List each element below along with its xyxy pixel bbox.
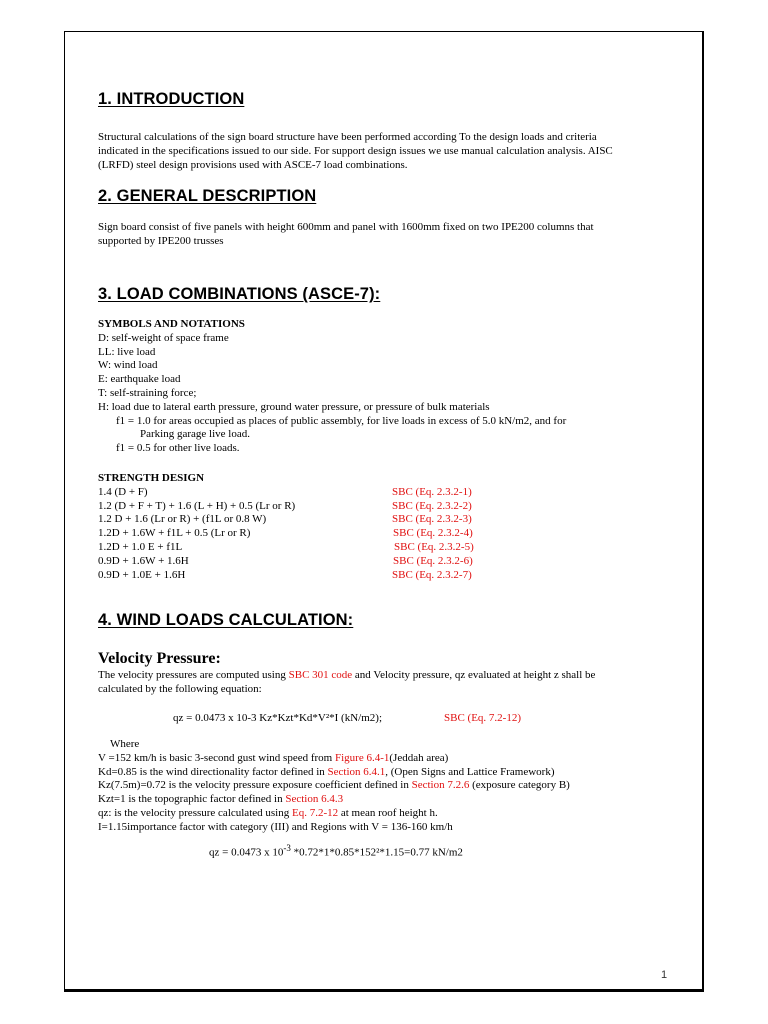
subheading-velocity-pressure: Velocity Pressure: — [98, 650, 221, 667]
strength-design — [98, 472, 518, 582]
combination-reference: SBC (Eq. 2.3.2-6) — [393, 554, 473, 567]
symbol-item: T: self-straining force; — [98, 386, 197, 399]
combination-equation: 0.9D + 1.6W + 1.6H — [98, 554, 189, 567]
where-definitions: Where V =152 km/h is basic 3-second gust wind speed from Figure 6.4-1(Jeddah area) Kd=0.85 is the wind directionality factor defined in Section 6.4.1, (Open Signs and Lattice Framework) Kz(7.5m)=0.72 is the velocity pressure exposure coefficient defined in Section 7.2.6 (exposure category B) Kzt=1 is the topographic factor defined in Section 6.4.3 qz: is the velocity pressure calculated using Eq. 7.2-12 at mean roof height h. I=1.15importance factor with category (III) and Regions with V = 136-160 km/h — [98, 738, 570, 833]
combination-row — [98, 555, 518, 569]
combination-row — [98, 569, 518, 583]
combination-reference: SBC (Eq. 2.3.2-7) — [392, 568, 472, 581]
symbol-item: H: load due to lateral earth pressure, ground water pressure, or pressure of bulk materials — [98, 400, 490, 413]
combination-equation: 1.4 (D + F) — [98, 485, 148, 498]
combination-reference: SBC (Eq. 2.3.2-2) — [392, 499, 472, 512]
definition-qz: qz: is the velocity pressure calculated using Eq. 7.2-12 at mean roof height h. — [98, 806, 438, 819]
code-reference: SBC 301 code — [288, 669, 353, 681]
combination-reference: SBC (Eq. 2.3.2-1) — [392, 485, 472, 498]
symbol-item: D: self-weight of space frame — [98, 331, 229, 344]
combination-reference: SBC (Eq. 2.3.2-5) — [394, 540, 474, 553]
combination-equation: 1.2 (D + F + T) + 1.6 (L + H) + 0.5 (Lr or R) — [98, 499, 296, 512]
velocity-intro: The velocity pressures are computed using SBC 301 code and Velocity pressure, qz evaluated at height z shall be calculated by the following equation: — [98, 669, 596, 695]
definition-kz: Kz(7.5m)=0.72 is the velocity pressure exposure coefficient defined in Section 7.2.6 (exposure category B) — [98, 779, 570, 792]
heading-load-combinations: 3. LOAD COMBINATIONS (ASCE-7): — [98, 285, 381, 303]
combination-row — [98, 541, 518, 555]
definition-i: I=1.15importance factor with category (III) and Regions with V = 136-160 km/h — [98, 820, 453, 833]
velocity-equation: qz = 0.0473 x 10-3 Kz*Kzt*Kd*V²*I (kN/m2); — [173, 712, 382, 724]
strength-title: STRENGTH DESIGN — [98, 472, 205, 484]
velocity-equation-reference: SBC (Eq. 7.2-12) — [444, 712, 521, 724]
definition-v: V =152 km/h is basic 3-second gust wind speed from Figure 6.4-1(Jeddah area) — [98, 751, 449, 764]
symbol-item: LL: live load — [98, 345, 156, 358]
combination-row — [98, 513, 518, 527]
combination-row — [98, 527, 518, 541]
definition-kd: Kd=0.85 is the wind directionality factor defined in Section 6.4.1, (Open Signs and Lattice Framework) — [98, 765, 555, 778]
combination-equation: 1.2D + 1.6W + f1L + 0.5 (Lr or R) — [98, 527, 251, 540]
f1-note: f1 = 0.5 for other live loads. — [116, 442, 240, 455]
heading-introduction: 1. INTRODUCTION — [98, 90, 245, 108]
f1-note: Parking garage live load. — [140, 428, 250, 441]
combination-row — [98, 486, 518, 500]
combination-reference: SBC (Eq. 2.3.2-4) — [393, 527, 473, 540]
heading-general-description: 2. GENERAL DESCRIPTION — [98, 187, 317, 205]
symbol-item: E: earthquake load — [98, 373, 181, 386]
f1-note: f1 = 1.0 for areas occupied as places of public assembly, for live loads in excess of 5.0 kN/m2, and for — [116, 414, 567, 427]
qz-result-equation: qz = 0.0473 x $10^{-3}$ *0.72*1*0.85*152²*1.15=0.77 kN/m2 — [209, 843, 463, 859]
combination-row — [98, 500, 518, 514]
page-number: 1 — [661, 969, 668, 981]
definition-kzt: Kzt=1 is the topographic factor defined in Section 6.4.3 — [98, 793, 344, 806]
combination-reference: SBC (Eq. 2.3.2-3) — [392, 513, 472, 526]
combination-equation: 1.2 D + 1.6 (Lr or R) + (f1L or 0.8 W) — [98, 513, 267, 526]
symbol-item: W: wind load — [98, 359, 158, 372]
general-description-paragraph: Sign board consist of five panels with height 600mm and panel with 1600mm fixed on two IPE200 columns that supported by IPE200 trusses — [98, 221, 594, 247]
combination-equation: 1.2D + 1.0 E + f1L — [98, 540, 183, 553]
introduction-paragraph: Structural calculations of the sign board structure have been performed according To the design loads and criteria indicated in the specifications issued to our side. For support design issues we use manual calculation analysis. AISC (LRFD) steel design provisions used with ASCE-7 load combinations. — [98, 131, 613, 171]
symbols-title: SYMBOLS AND NOTATIONS — [98, 318, 245, 330]
combination-equation: 0.9D + 1.0E + 1.6H — [98, 568, 186, 581]
symbols-and-notations — [98, 318, 566, 456]
heading-wind-loads: 4. WIND LOADS CALCULATION: — [98, 611, 354, 629]
